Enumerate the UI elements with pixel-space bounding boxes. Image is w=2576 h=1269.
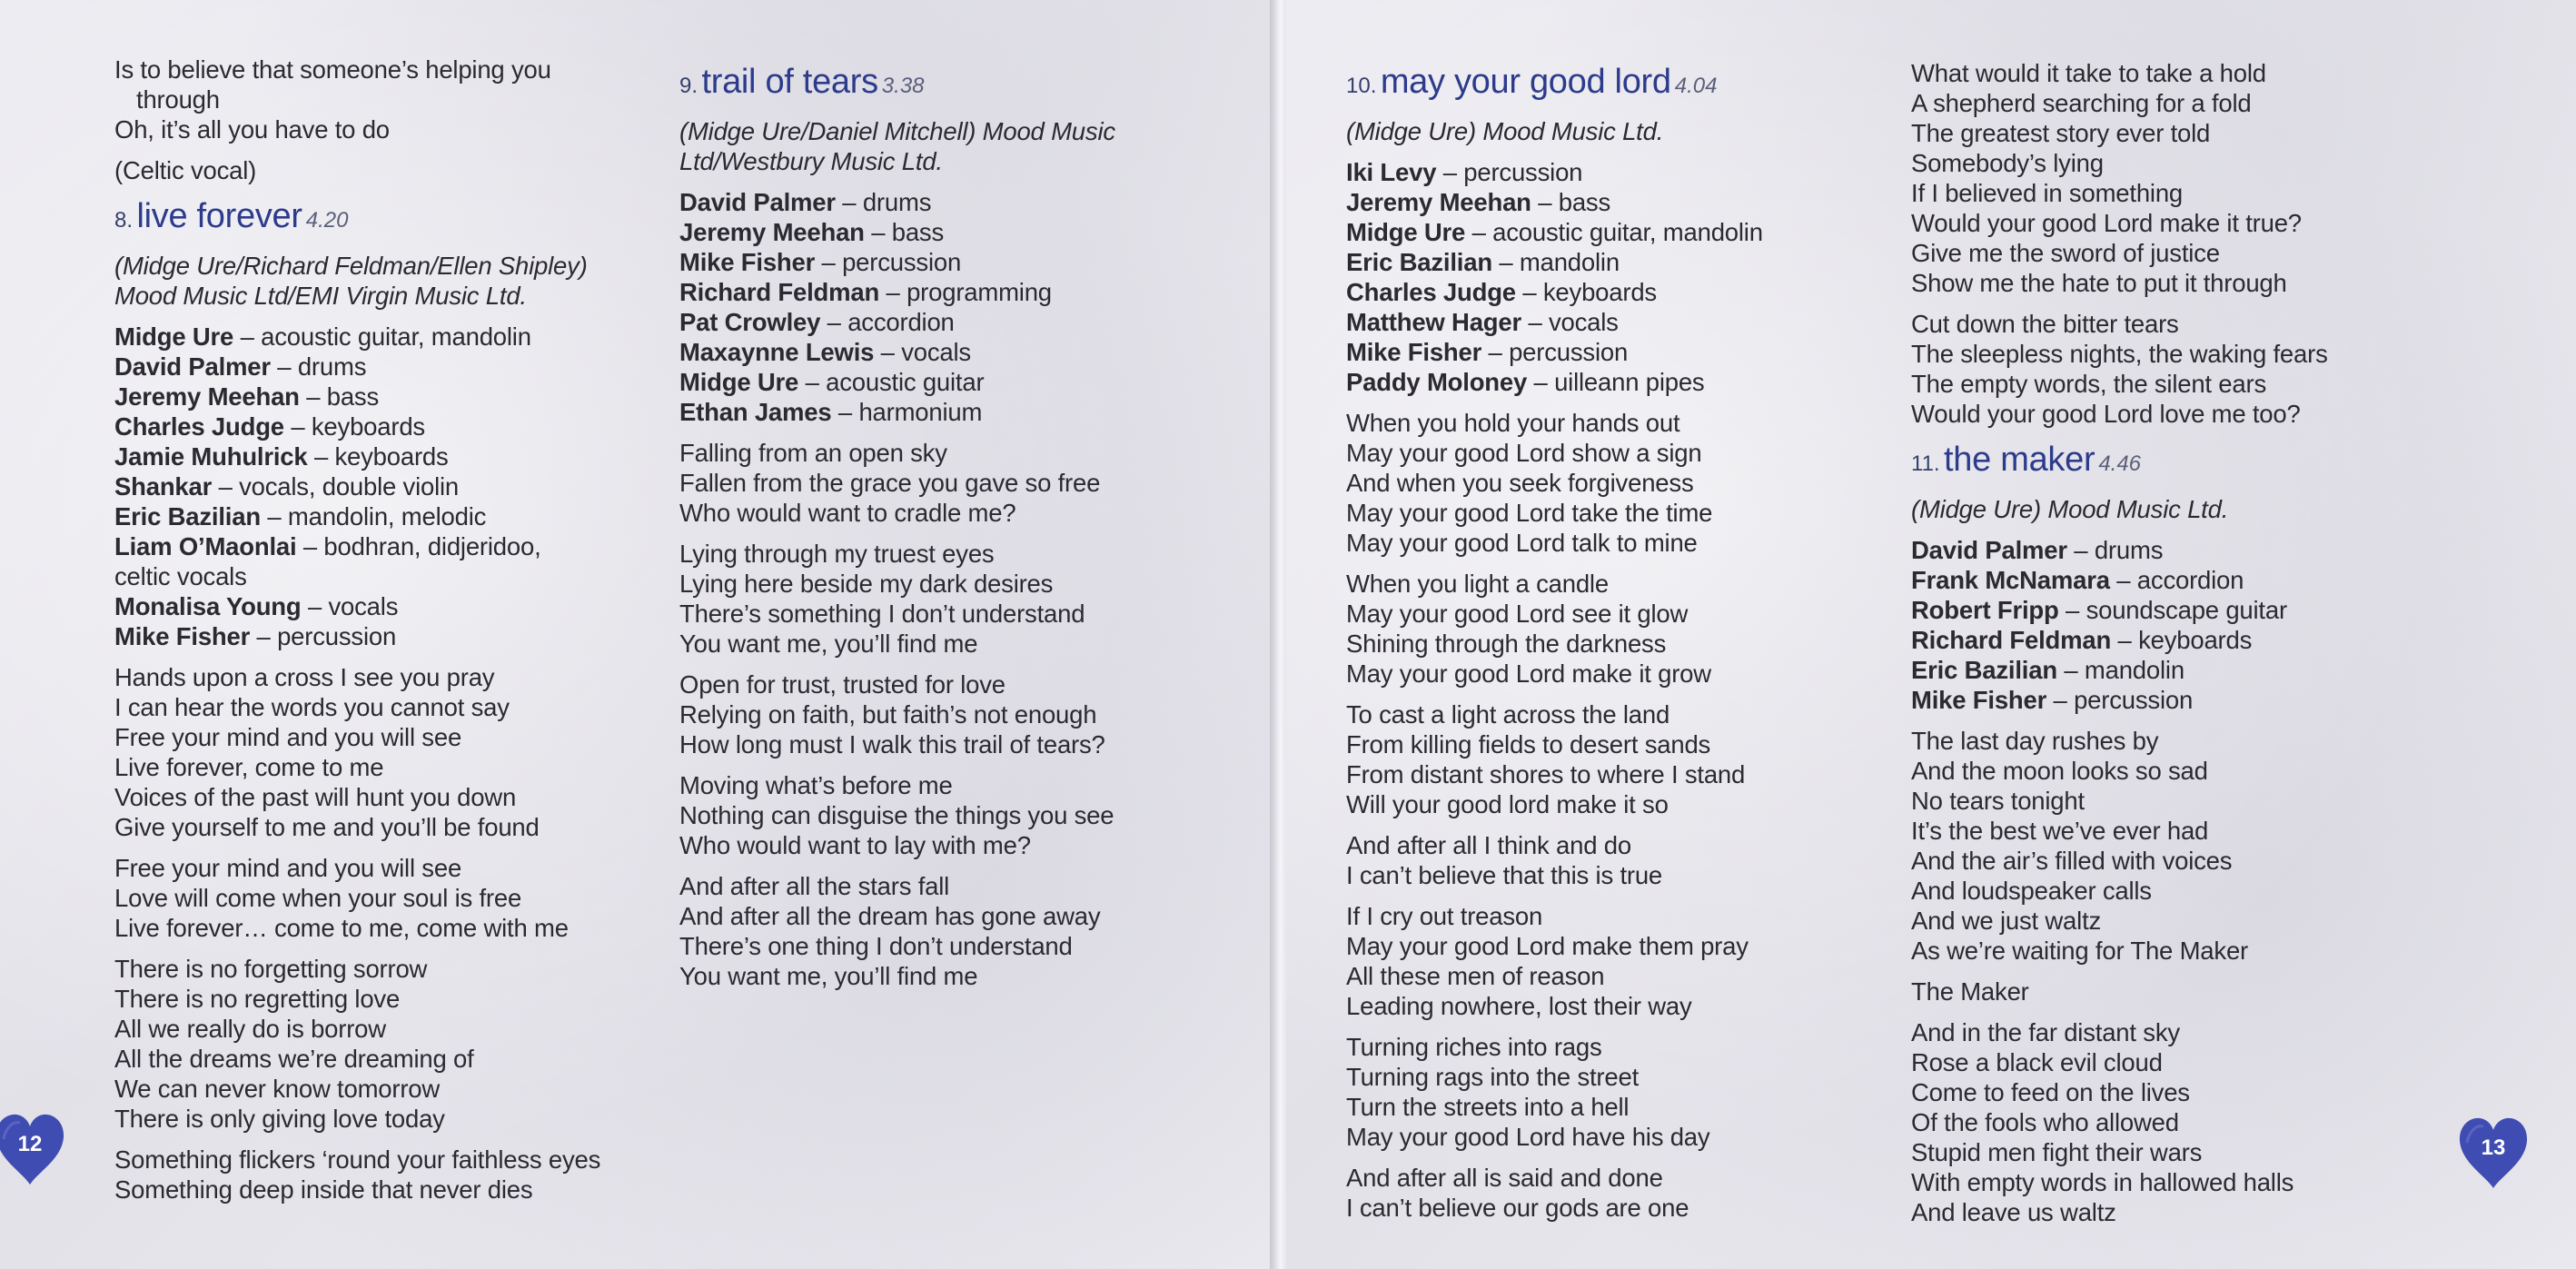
song-title-row [114, 196, 600, 243]
musician-row [1911, 655, 2328, 685]
musician-role: – bass [864, 218, 945, 246]
lyric-line: You want me, you’ll find me [679, 630, 978, 658]
lyric-line: It’s the best we’ve ever had [1911, 817, 2209, 845]
musician-role: – keyboards [307, 442, 449, 471]
musician-row [114, 322, 600, 352]
lyric-line: (Celtic vocal) [114, 156, 257, 184]
musician-row [1911, 685, 2328, 715]
lyric-line: When you light a candle [1346, 570, 1609, 598]
musician-role: – accordion [2109, 566, 2244, 594]
track-duration: 3.38 [881, 74, 925, 98]
musician-name: Charles Judge [1346, 278, 1516, 306]
lyric-line: A shepherd searching for a fold [1911, 89, 2252, 117]
lyric-verse [1911, 977, 2328, 1006]
musician-role: – drums [2066, 536, 2164, 564]
credit-line: (Midge Ure/Richard Feldman/Ellen Shipley) [114, 252, 588, 280]
lyric-line: The empty words, the silent ears [1911, 370, 2266, 398]
lyric-line: Would your good Lord love me too? [1911, 400, 2301, 428]
lyric-line: Give yourself to me and you’ll be found [114, 813, 540, 841]
musician-role: – vocals [1521, 308, 1619, 336]
musician-row [679, 277, 1115, 307]
lyric-line: Lying here beside my dark desires [679, 570, 1054, 598]
lyric-line: May your good Lord take the time [1346, 499, 1713, 527]
musician-role: – vocals [301, 592, 399, 620]
musician-role: – mandolin, melodic [260, 502, 487, 530]
lyric-line: And when you seek forgiveness [1346, 469, 1694, 497]
musician-name: Eric Bazilian [114, 502, 261, 530]
lyric-line: Somebody’s lying [1911, 149, 2104, 177]
lyric-line: Cut down the bitter tears [1911, 310, 2179, 338]
lyric-line: There is only giving love today [114, 1105, 445, 1133]
lyric-line: Show me the hate to put it through [1911, 269, 2287, 297]
lyric-line: And loudspeaker calls [1911, 877, 2152, 905]
musician-row [679, 247, 1115, 277]
musician-name: Paddy Moloney [1346, 368, 1528, 396]
lyric-line: The Maker [1911, 977, 2029, 1006]
musician-role: – percussion [815, 248, 962, 276]
lyric-line: Free your mind and you will see [114, 854, 462, 882]
musician-name: Matthew Hager [1346, 308, 1521, 336]
musician-row [114, 561, 600, 591]
musician-name: Richard Feldman [1911, 626, 2112, 654]
lyric-verse [1346, 569, 1763, 689]
musician-role: – bass [1531, 188, 1611, 216]
lyric-line: Hands upon a cross I see you pray [114, 663, 495, 691]
track-duration: 4.20 [305, 208, 349, 233]
musician-row [114, 531, 600, 561]
musician-list [1346, 157, 1763, 397]
musician-role: – bodhran, didjeridoo, [296, 532, 541, 560]
musician-role: – acoustic guitar, mandolin [1465, 218, 1763, 246]
lyric-verse [114, 662, 600, 842]
musician-name: Robert Fripp [1911, 596, 2059, 624]
musician-role: – mandolin [1491, 248, 1620, 276]
musician-role: – mandolin [2056, 656, 2185, 684]
page-number: 12 [17, 1132, 43, 1156]
lyric-line: I can’t believe that this is true [1346, 861, 1663, 889]
musician-row [114, 441, 600, 471]
lyric-line: May your good Lord see it glow [1346, 600, 1689, 628]
lyric-line: Leading nowhere, lost their way [1346, 992, 1692, 1020]
lyric-line: May your good Lord make them pray [1346, 932, 1749, 960]
lyric-line: With empty words in hallowed halls [1911, 1168, 2294, 1196]
lyric-line: Open for trust, trusted for love [679, 670, 1006, 699]
lyric-verse [1346, 699, 1763, 819]
lyric-line: From distant shores to where I stand [1346, 760, 1746, 788]
lyric-line: What would it take to take a hold [1911, 59, 2266, 87]
musician-row [1346, 247, 1763, 277]
page-number-heart-right [2458, 1115, 2529, 1190]
lyric-verse [1911, 726, 2328, 966]
musician-row [1911, 595, 2328, 625]
lyric-line: Relying on faith, but faith’s not enough [679, 700, 1097, 729]
musician-row [1346, 337, 1763, 367]
musician-role: – percussion [1436, 158, 1583, 186]
musician-row [114, 411, 600, 441]
lyric-line: Free your mind and you will see [114, 723, 462, 751]
lyric-line: Come to feed on the lives [1911, 1078, 2190, 1106]
musician-row [679, 307, 1115, 337]
musician-role: – programming [879, 278, 1052, 306]
musician-name: Maxaynne Lewis [679, 338, 875, 366]
lyric-line: We can never know tomorrow [114, 1075, 441, 1103]
musician-name: Mike Fisher [679, 248, 816, 276]
musician-name: David Palmer [114, 352, 271, 381]
musician-name: David Palmer [1911, 536, 2067, 564]
musician-role: – acoustic guitar, mandolin [233, 322, 531, 351]
lyric-line: The greatest story ever told [1911, 119, 2211, 147]
musician-row [1346, 187, 1763, 217]
lyric-line: Love will come when your soul is free [114, 884, 522, 912]
lyric-line: I can’t believe our gods are one [1346, 1194, 1689, 1222]
musician-role: – bass [299, 382, 380, 411]
musician-role: – soundscape guitar [2058, 596, 2287, 624]
lyric-line: There is no regretting love [114, 985, 401, 1013]
lyric-line: You want me, you’ll find me [679, 962, 978, 990]
musician-name: Shankar [114, 472, 213, 501]
lyric-line: And in the far distant sky [1911, 1018, 2180, 1046]
musician-row [679, 337, 1115, 367]
musician-name: Liam O’Maonlai [114, 532, 297, 560]
lyric-line: Live forever… come to me, come with me [114, 914, 569, 942]
musician-row [1346, 367, 1763, 397]
lyric-line: Lying through my truest eyes [679, 540, 995, 568]
lyric-verse [1911, 1017, 2328, 1227]
musician-name: Iki Levy [1346, 158, 1437, 186]
musician-role: – percussion [2046, 686, 2194, 714]
musician-name: Frank McNamara [1911, 566, 2110, 594]
column-3 [1346, 56, 1763, 1234]
lyric-line: May your good Lord have his day [1346, 1123, 1710, 1151]
lyric-line: From killing fields to desert sands [1346, 730, 1711, 758]
musician-name: Pat Crowley [679, 308, 821, 336]
musician-name: Jamie Muhulrick [114, 442, 308, 471]
lyric-line: And after all I think and do [1346, 831, 1631, 859]
credit-line: Ltd/Westbury Music Ltd. [679, 147, 943, 175]
musician-role: – accordion [820, 308, 955, 336]
lyric-line: As we’re waiting for The Maker [1911, 937, 2248, 965]
musician-name: Ethan James [679, 398, 832, 426]
lyric-verse [1346, 830, 1763, 890]
lyric-line: May your good Lord show a sign [1346, 439, 1702, 467]
musician-name: David Palmer [679, 188, 836, 216]
lyric-line: Who would want to cradle me? [679, 499, 1016, 527]
lyric-line: Nothing can disguise the things you see [679, 801, 1115, 829]
lyric-line: Falling from an open sky [679, 439, 947, 467]
lyric-line: Something flickers ‘round your faithless eyes [114, 1145, 601, 1174]
song-title: trail of tears [701, 63, 878, 101]
lyric-line: Shining through the darkness [1346, 630, 1667, 658]
musician-role: – vocals, double violin [212, 472, 460, 501]
right-page [1286, 0, 2576, 1269]
lyric-line: There’s something I don’t understand [679, 600, 1085, 628]
song-title-row [1911, 440, 2328, 487]
lyric-line: I can hear the words you cannot say [114, 693, 510, 721]
musician-name: Richard Feldman [679, 278, 880, 306]
song-title: may your good lord [1380, 63, 1671, 101]
lyric-line: Turning rags into the street [1346, 1063, 1640, 1091]
lyric-verse [679, 770, 1115, 860]
track-duration: 4.04 [1674, 74, 1718, 98]
song-credits [679, 116, 1115, 176]
lyric-line: All the dreams we’re dreaming of [114, 1045, 474, 1073]
page-number-heart-left [0, 1112, 65, 1186]
lyric-line: through [136, 85, 220, 114]
lyric-line: If I believed in something [1911, 179, 2184, 207]
lyric-line: Turning riches into rags [1346, 1033, 1602, 1061]
lyric-verse [1346, 1032, 1763, 1152]
lyric-line: How long must I walk this trail of tears? [679, 730, 1105, 758]
lyric-line: No tears tonight [1911, 787, 2085, 815]
song-title: live forever [136, 197, 302, 235]
musician-name: Mike Fisher [1346, 338, 1482, 366]
lyric-line: Turn the streets into a hell [1346, 1093, 1630, 1121]
lyric-line: The last day rushes by [1911, 727, 2159, 755]
song-title-row [679, 62, 1115, 109]
lyric-line: Will your good lord make it so [1346, 790, 1669, 818]
lyric-line: All these men of reason [1346, 962, 1605, 990]
musician-row [114, 501, 600, 531]
lyric-line: And we just waltz [1911, 907, 2102, 935]
page-number: 13 [2481, 1135, 2506, 1160]
musician-name: Jeremy Meehan [679, 218, 865, 246]
lyric-line: There is no forgetting sorrow [114, 955, 428, 983]
lyric-verse [1346, 408, 1763, 558]
credit-line: (Midge Ure) Mood Music Ltd. [1911, 495, 2229, 523]
song-title-row [1346, 62, 1763, 109]
lyric-line: The sleepless nights, the waking fears [1911, 340, 2328, 368]
lyric-line: Fallen from the grace you gave so free [679, 469, 1101, 497]
musician-row [679, 397, 1115, 427]
track-number: 8. [114, 208, 134, 233]
lyric-line: All we really do is borrow [114, 1015, 386, 1043]
lyric-line: Of the fools who allowed [1911, 1108, 2179, 1136]
musician-name: Monalisa Young [114, 592, 302, 620]
lyric-line: Give me the sword of justice [1911, 239, 2220, 267]
lyric-verse [114, 1145, 600, 1205]
musician-name: Jeremy Meehan [1346, 188, 1531, 216]
musician-row [1911, 565, 2328, 595]
lyric-verse [679, 438, 1115, 528]
lyric-verse [1911, 58, 2328, 298]
lyric-line: And after all the dream has gone away [679, 902, 1101, 930]
lyric-verse [1911, 309, 2328, 429]
lyric-line: Live forever, come to me [114, 753, 384, 781]
musician-name: Mike Fisher [1911, 686, 2047, 714]
credit-line: (Midge Ure/Daniel Mitchell) Mood Music [679, 117, 1115, 145]
song-credits [1346, 116, 1763, 146]
musician-name: Jeremy Meehan [114, 382, 300, 411]
lyric-line: Voices of the past will hunt you down [114, 783, 517, 811]
musician-role: – keyboards [2111, 626, 2253, 654]
musician-row [114, 382, 600, 411]
song-credits [1911, 494, 2328, 524]
musician-role: – percussion [250, 622, 397, 650]
lyric-verse [114, 853, 600, 943]
lyric-line: And the moon looks so sad [1911, 757, 2208, 785]
lyric-line: Rose a black evil cloud [1911, 1048, 2163, 1076]
lyric-line: Stupid men fight their wars [1911, 1138, 2203, 1166]
musician-role: – percussion [1481, 338, 1629, 366]
lyric-line: Oh, it’s all you have to do [114, 115, 390, 144]
lyric-verse [114, 55, 600, 144]
musician-name: Eric Bazilian [1911, 656, 2057, 684]
lyric-verse [679, 539, 1115, 659]
credit-line: Mood Music Ltd/EMI Virgin Music Ltd. [114, 282, 527, 310]
credit-line: (Midge Ure) Mood Music Ltd. [1346, 117, 1664, 145]
song-credits [114, 251, 600, 311]
musician-row [114, 621, 600, 651]
song-title: the maker [1944, 441, 2095, 479]
musician-row [1346, 307, 1763, 337]
column-4 [1911, 58, 2328, 1238]
lyric-line: And leave us waltz [1911, 1198, 2116, 1226]
lyric-line: Who would want to lay with me? [679, 831, 1031, 859]
track-number: 10. [1346, 74, 1377, 98]
column-1 [114, 55, 600, 1215]
musician-role: celtic vocals [114, 562, 247, 590]
musician-row [1911, 625, 2328, 655]
musician-list [679, 187, 1115, 427]
lyric-line: If I cry out treason [1346, 902, 1543, 930]
lyric-verse [1346, 1163, 1763, 1223]
lyric-verse [114, 954, 600, 1134]
lyric-line: To cast a light across the land [1346, 700, 1670, 729]
musician-role: – keyboards [283, 412, 425, 441]
column-2 [679, 56, 1115, 1002]
lyric-line: And after all is said and done [1346, 1164, 1663, 1192]
musician-row [114, 471, 600, 501]
musician-name: Midge Ure [114, 322, 234, 351]
musician-row [1346, 217, 1763, 247]
lyric-verse [114, 155, 600, 185]
musician-role: – uilleann pipes [1527, 368, 1705, 396]
musician-role: – harmonium [831, 398, 983, 426]
lyric-line: May your good Lord make it grow [1346, 659, 1711, 688]
lyric-line: May your good Lord talk to mine [1346, 529, 1698, 557]
musician-role: – acoustic guitar [798, 368, 985, 396]
lyric-verse [679, 871, 1115, 991]
track-number: 11. [1911, 451, 1940, 476]
left-page [0, 0, 1277, 1269]
lyric-line: There’s one thing I don’t understand [679, 932, 1073, 960]
musician-row [114, 352, 600, 382]
lyric-verse [1346, 901, 1763, 1021]
musician-name: Charles Judge [114, 412, 284, 441]
lyric-line: Would your good Lord make it true? [1911, 209, 2302, 237]
musician-name: Midge Ure [679, 368, 799, 396]
lyric-verse [679, 669, 1115, 759]
track-duration: 4.46 [2098, 451, 2142, 476]
musician-role: – keyboards [1515, 278, 1657, 306]
musician-name: Mike Fisher [114, 622, 251, 650]
musician-list [1911, 535, 2328, 715]
musician-role: – drums [270, 352, 367, 381]
lyric-line: And after all the stars fall [679, 872, 950, 900]
musician-role: – vocals [874, 338, 971, 366]
musician-row [679, 217, 1115, 247]
musician-row [679, 367, 1115, 397]
musician-row [679, 187, 1115, 217]
lyric-line: And the air’s filled with voices [1911, 847, 2233, 875]
musician-name: Eric Bazilian [1346, 248, 1492, 276]
musician-role: – drums [835, 188, 932, 216]
lyric-line: Something deep inside that never dies [114, 1175, 533, 1204]
lyric-line: When you hold your hands out [1346, 409, 1680, 437]
musician-row [114, 591, 600, 621]
musician-list [114, 322, 600, 651]
musician-name: Midge Ure [1346, 218, 1466, 246]
lyric-line: Moving what’s before me [679, 771, 953, 799]
lyric-line: Is to believe that someone’s helping you [114, 55, 551, 84]
track-number: 9. [679, 74, 698, 98]
musician-row [1346, 157, 1763, 187]
musician-row [1346, 277, 1763, 307]
musician-row [1911, 535, 2328, 565]
